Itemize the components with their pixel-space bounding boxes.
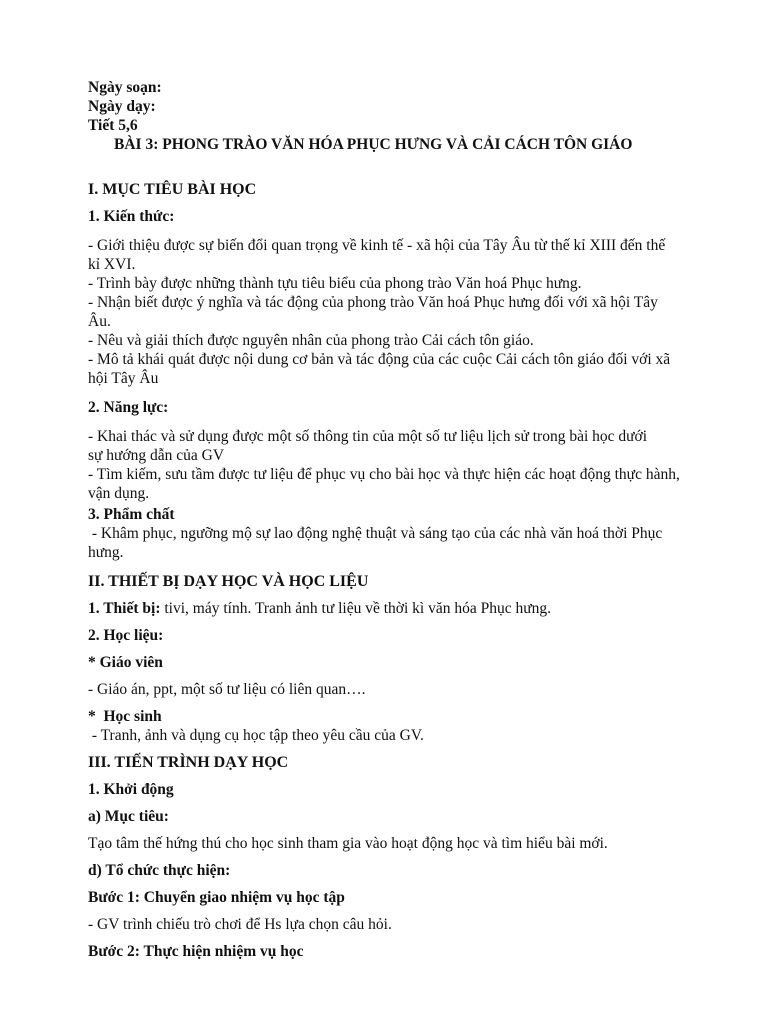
kien-thuc-item: - Nhận biết được ý nghĩa và tác động của phong trào Văn hoá Phục hưng đối với xã hội Tây Âu. — [88, 294, 658, 330]
hoc-sinh-text: - Tranh, ảnh và dụng cụ học tập theo yêu cầu của GV. — [88, 727, 424, 744]
kien-thuc-list — [88, 236, 688, 388]
buoc-1-heading: Bước 1: Chuyển giao nhiệm vụ học tập — [88, 889, 345, 906]
section-1-heading: I. MỤC TIÊU BÀI HỌC — [88, 181, 257, 198]
kien-thuc-item: - Giới thiệu được sự biến đổi quan trọng về kinh tế - xã hội của Tây Âu từ thế kỉ XIII đến thế kỉ XVI. — [88, 237, 666, 273]
nang-luc-item: - Khai thác và sử dụng được một số thông tin của một số tư liệu lịch sử trong bài học dưới sự hướng dẫn của GV — [88, 428, 648, 464]
ngay-soan-label: Ngày soạn: — [88, 79, 162, 96]
nang-luc-heading: 2. Năng lực: — [88, 399, 169, 416]
muc-tieu-text: Tạo tâm thế hứng thú cho học sinh tham gia vào hoạt động học và tìm hiểu bài mới. — [88, 835, 608, 852]
nang-luc-item: - Tìm kiếm, sưu tầm được tư liệu để phục vụ cho bài học và thực hiện các hoạt động thực hành, vận dụng. — [88, 466, 680, 502]
kien-thuc-item: - Nêu và giải thích được nguyên nhân của phong trào Cải cách tôn giáo. — [88, 332, 534, 349]
to-chuc-heading: d) Tổ chức thực hiện: — [88, 862, 231, 879]
giao-vien-heading: * Giáo viên — [88, 654, 163, 671]
section-3-heading: III. TIẾN TRÌNH DẠY HỌC — [88, 754, 289, 771]
kien-thuc-heading: 1. Kiến thức: — [88, 208, 175, 225]
document-page — [88, 78, 688, 961]
buoc-2-heading: Bước 2: Thực hiện nhiệm vụ học — [88, 943, 304, 960]
thiet-bi-text: tivi, máy tính. Tranh ảnh tư liệu về thời kì văn hóa Phục hưng. — [160, 600, 552, 617]
thiet-bi-label: 1. Thiết bị: — [88, 600, 161, 617]
pham-chat-item: - Khâm phục, ngưỡng mộ sự lao động nghệ thuật và sáng tạo của các nhà văn hoá thời Phục hưng. — [88, 525, 667, 561]
giao-vien-text: - Giáo án, ppt, một số tư liệu có liên quan…. — [88, 681, 366, 698]
hoc-sinh-heading: * Học sinh — [88, 708, 162, 725]
ngay-day-label: Ngày dạy: — [88, 98, 156, 115]
buoc-1-text: - GV trình chiếu trò chơi để Hs lựa chọn câu hỏi. — [88, 916, 392, 933]
kien-thuc-item: - Trình bày được những thành tựu tiêu biểu của phong trào Văn hoá Phục hưng. — [88, 275, 582, 292]
muc-tieu-heading: a) Mục tiêu: — [88, 808, 169, 825]
nang-luc-list — [88, 427, 688, 503]
kien-thuc-item: - Mô tả khái quát được nội dung cơ bản và tác động của các cuộc Cải cách tôn giáo đối với xã hội Tây Âu — [88, 351, 671, 387]
tiet-label: Tiết 5,6 — [88, 117, 138, 134]
lesson-title: BÀI 3: PHONG TRÀO VĂN HÓA PHỤC HƯNG VÀ CẢI CÁCH TÔN GIÁO — [114, 136, 633, 153]
section-2-heading: II. THIẾT BỊ DẠY HỌC VÀ HỌC LIỆU — [88, 573, 369, 590]
pham-chat-heading: 3. Phẩm chất — [88, 506, 175, 523]
khoi-dong-heading: 1. Khởi động — [88, 781, 174, 798]
thiet-bi-line — [88, 599, 688, 618]
hoc-lieu-heading: 2. Học liệu: — [88, 627, 164, 644]
